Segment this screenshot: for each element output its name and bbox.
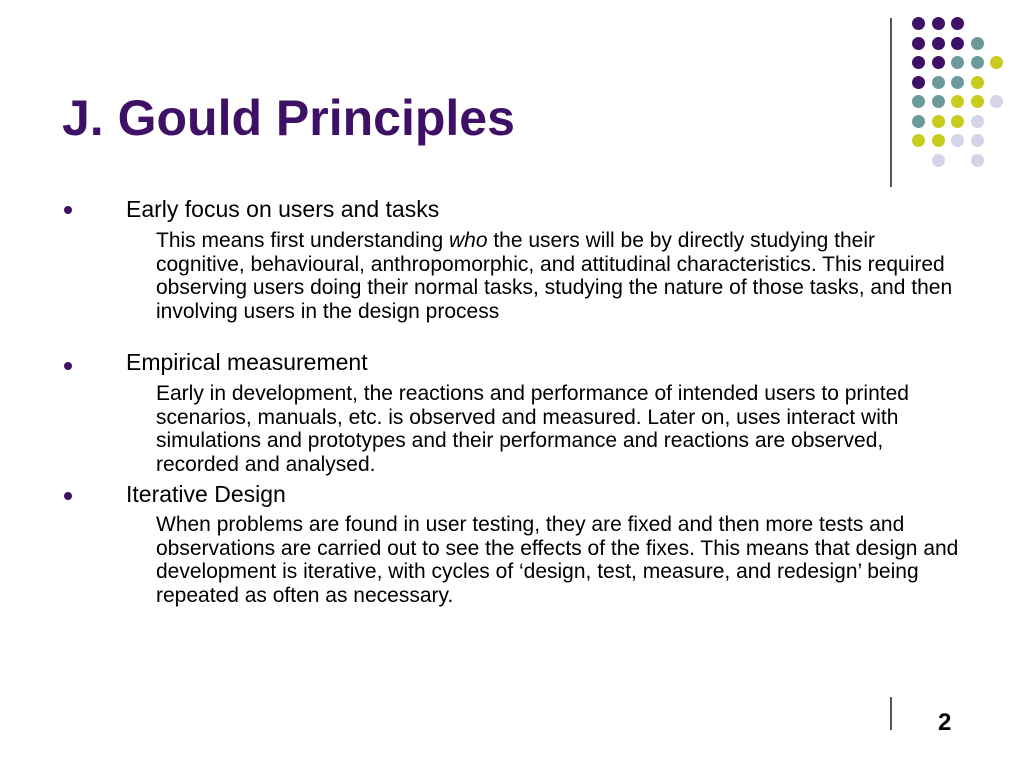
bullet-label: Early focus on users and tasks bbox=[126, 196, 440, 222]
bullet-dot-icon bbox=[64, 492, 72, 500]
decorative-dot-teal bbox=[912, 95, 925, 108]
bullet-body bbox=[156, 382, 966, 476]
decorative-dot-purple bbox=[912, 17, 925, 30]
decorative-dot-yellow bbox=[932, 134, 945, 147]
decorative-dot-yellow bbox=[951, 115, 964, 128]
bullet-body bbox=[156, 229, 966, 323]
bullet-body-text: When problems are found in user testing, they are fixed and then more tests and observations are carried out to see the effects of the fixes. This means that design and development is iterative, with cycles of ‘design, test, measure, and redesign’ being repeated as often as necessary. bbox=[156, 513, 959, 607]
decorative-dot-purple bbox=[912, 37, 925, 50]
decorative-dot-yellow bbox=[951, 95, 964, 108]
decorative-dot-purple bbox=[951, 37, 964, 50]
decorative-dot-purple bbox=[912, 56, 925, 69]
bullet-body-text-continued: the users will be by directly studying their cognitive, behavioural, anthropomorphic, and attitudinal characteristics. This required observing users doing their normal tasks, studying the nature of those tasks, and then involving users in the design process bbox=[156, 229, 953, 323]
decorative-dot-yellow bbox=[971, 76, 984, 89]
decorative-dot-yellow bbox=[932, 115, 945, 128]
decorative-dot-purple bbox=[932, 17, 945, 30]
decorative-dot-teal bbox=[912, 115, 925, 128]
decorative-dot-lavender bbox=[951, 134, 964, 147]
decorative-dot-lavender bbox=[990, 95, 1003, 108]
decorative-dot-teal bbox=[951, 56, 964, 69]
decorative-dot-yellow bbox=[912, 134, 925, 147]
decorative-dot-yellow bbox=[990, 56, 1003, 69]
bullet-body-emphasis: who bbox=[448, 229, 488, 252]
decorative-dot-teal bbox=[951, 76, 964, 89]
decorative-dot-teal bbox=[932, 76, 945, 89]
slide-number: 2 bbox=[938, 709, 952, 736]
decorative-dot-lavender bbox=[971, 134, 984, 147]
bottom-vertical-divider bbox=[890, 697, 892, 730]
decorative-dot-purple bbox=[951, 17, 964, 30]
bullet-label: Empirical measurement bbox=[126, 349, 368, 375]
decorative-dot-lavender bbox=[971, 154, 984, 167]
decorative-dot-teal bbox=[971, 56, 984, 69]
decorative-dot-purple bbox=[912, 76, 925, 89]
decorative-dot-lavender bbox=[971, 115, 984, 128]
bullet-body bbox=[156, 513, 966, 607]
bullet-body-text: Early in development, the reactions and performance of intended users to printed scenarios, manuals, etc. is observed and measured. Later on, uses interact with simulations and prototypes and their performance and reactions are observed, recorded and analysed. bbox=[156, 382, 909, 476]
decorative-dot-yellow bbox=[971, 95, 984, 108]
bullet-body-text: This means first understanding bbox=[156, 229, 449, 252]
bullet-dot-icon bbox=[64, 206, 72, 214]
top-vertical-divider bbox=[890, 18, 892, 187]
decorative-dot-purple bbox=[932, 56, 945, 69]
decorative-dot-purple bbox=[932, 37, 945, 50]
bullet-label: Iterative Design bbox=[126, 481, 286, 507]
decorative-dot-teal bbox=[932, 95, 945, 108]
decorative-dot-teal bbox=[971, 37, 984, 50]
slide-title: J. Gould Principles bbox=[62, 90, 515, 146]
bullet-dot-icon bbox=[64, 362, 72, 370]
decorative-dot-lavender bbox=[932, 154, 945, 167]
